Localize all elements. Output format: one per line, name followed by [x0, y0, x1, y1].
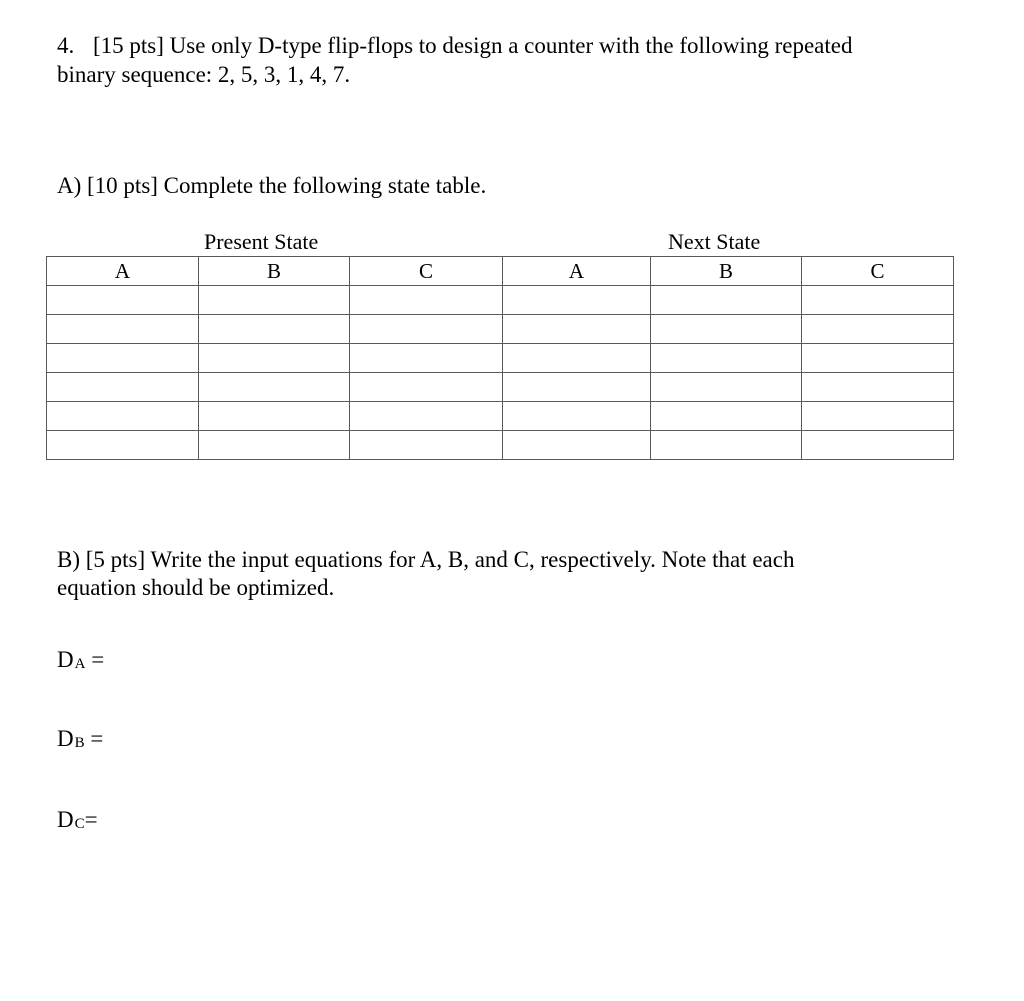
part-a-prompt: A) [10 pts] Complete the following state table. [57, 173, 487, 198]
table-row [47, 344, 954, 373]
table-cell[interactable] [47, 373, 199, 402]
table-cell[interactable] [350, 344, 503, 373]
table-row [47, 373, 954, 402]
header-next-a: A [503, 257, 651, 286]
table-cell[interactable] [802, 402, 954, 431]
table-cell[interactable] [47, 344, 199, 373]
table-cell[interactable] [503, 431, 651, 460]
equation-da-equals: = [85, 647, 105, 672]
header-next-c: C [802, 257, 954, 286]
table-cell[interactable] [651, 315, 802, 344]
table-cell[interactable] [47, 315, 199, 344]
equation-da-base: D [57, 647, 74, 672]
question-line-1 [57, 31, 957, 60]
table-cell[interactable] [350, 431, 503, 460]
table-cell[interactable] [503, 373, 651, 402]
table-cell[interactable] [651, 402, 802, 431]
table-cell[interactable] [802, 315, 954, 344]
table-cell[interactable] [47, 402, 199, 431]
equation-dc-equals: = [84, 807, 98, 832]
table-cell[interactable] [651, 286, 802, 315]
table-cell[interactable] [199, 315, 350, 344]
question-line-1-text: [15 pts] Use only D-type flip-flops to design a counter with the following repeated [93, 33, 853, 58]
table-cell[interactable] [350, 286, 503, 315]
table-cell[interactable] [802, 286, 954, 315]
part-b-prompt [57, 546, 957, 602]
table-cell[interactable] [802, 344, 954, 373]
state-table-header-row [47, 257, 954, 286]
table-cell[interactable] [651, 344, 802, 373]
state-table [46, 256, 954, 460]
table-cell[interactable] [350, 373, 503, 402]
question-line-2: binary sequence: 2, 5, 3, 1, 4, 7. [57, 62, 351, 87]
equation-db-base: D [57, 726, 74, 751]
table-cell[interactable] [651, 431, 802, 460]
equation-dc [57, 806, 98, 838]
table-cell[interactable] [503, 286, 651, 315]
table-cell[interactable] [199, 402, 350, 431]
table-cell[interactable] [199, 431, 350, 460]
table-cell[interactable] [651, 373, 802, 402]
equation-db [57, 725, 103, 757]
equation-db-subscript: B [74, 735, 85, 751]
equation-dc-subscript: C [74, 816, 85, 832]
next-state-label: Next State [668, 229, 761, 254]
table-cell[interactable] [350, 315, 503, 344]
question-text [57, 31, 957, 89]
table-cell[interactable] [199, 373, 350, 402]
equation-db-equals: = [84, 726, 104, 751]
table-row [47, 402, 954, 431]
table-cell[interactable] [199, 344, 350, 373]
table-row [47, 315, 954, 344]
table-cell[interactable] [47, 286, 199, 315]
table-cell[interactable] [503, 315, 651, 344]
header-next-b: B [651, 257, 802, 286]
table-cell[interactable] [503, 402, 651, 431]
header-present-b: B [199, 257, 350, 286]
equation-da [57, 646, 104, 678]
present-state-label: Present State [204, 229, 319, 254]
header-present-a: A [47, 257, 199, 286]
table-cell[interactable] [350, 402, 503, 431]
table-row [47, 286, 954, 315]
equation-dc-base: D [57, 807, 74, 832]
table-cell[interactable] [47, 431, 199, 460]
part-b-line-1: B) [5 pts] Write the input equations for A, B, and C, respectively. Note that each [57, 547, 795, 572]
table-cell[interactable] [503, 344, 651, 373]
header-present-c: C [350, 257, 503, 286]
table-row [47, 431, 954, 460]
part-b-line-2: equation should be optimized. [57, 575, 335, 600]
equation-da-subscript: A [74, 656, 86, 672]
question-number: 4. [57, 33, 75, 58]
table-cell[interactable] [802, 373, 954, 402]
table-cell[interactable] [802, 431, 954, 460]
table-cell[interactable] [199, 286, 350, 315]
